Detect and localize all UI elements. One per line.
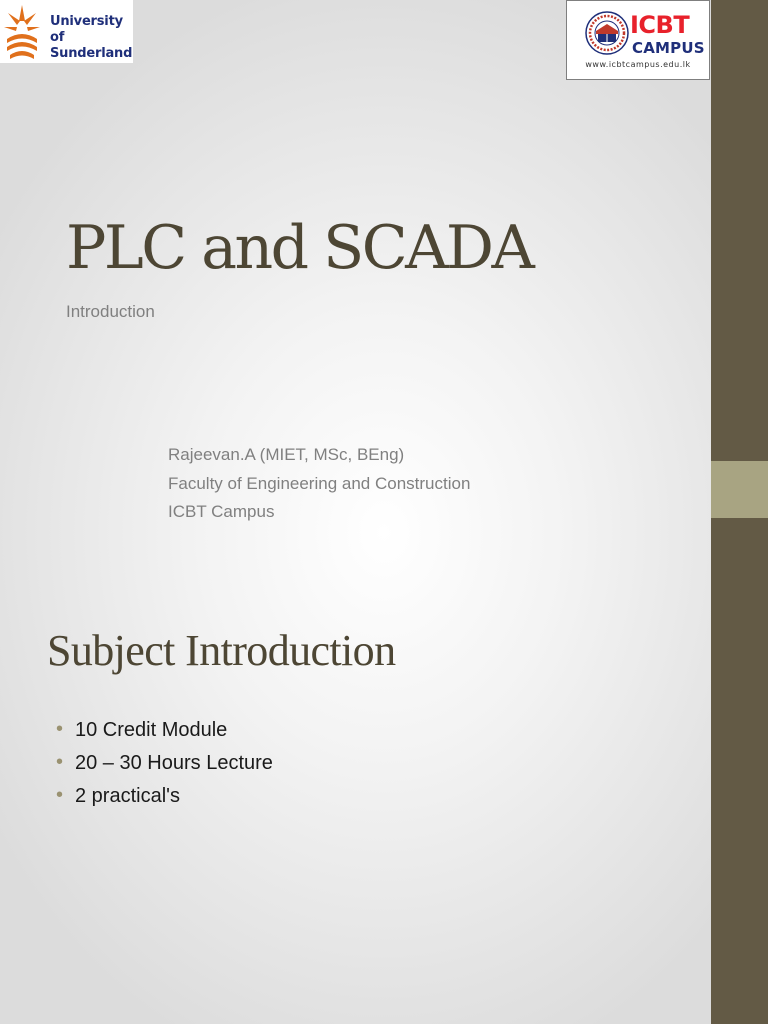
bullet-marker-icon: • [56,718,64,740]
university-logo-line2: Sunderland [50,46,133,61]
author-block [168,441,470,527]
sidebar-accent-block [711,461,768,518]
list-item [56,747,273,780]
bullet-marker-icon: • [56,784,64,806]
list-item [56,714,273,747]
bullet-text: 20 – 30 Hours Lecture [75,752,273,774]
university-logo-text [50,14,133,62]
section-title: Subject Introduction [47,626,396,675]
author-name: Rajeevan.A (MIET, MSc, BEng) [168,445,405,464]
icbt-logo-url: www.icbtcampus.edu.lk [585,60,691,69]
bullet-text: 2 practical's [75,785,180,807]
bullet-text: 10 Credit Module [75,719,228,741]
icbt-campus-logo [566,0,710,80]
slide-title: PLC and SCADA [66,213,533,283]
list-item [56,780,273,813]
author-faculty: Faculty of Engineering and Construction [168,473,471,493]
bullet-list [56,714,273,813]
sunburst-icon [3,3,41,61]
author-institution: ICBT Campus [168,502,275,521]
icbt-logo-subtitle: CAMPUS [632,39,705,57]
slide-subtitle: Introduction [66,302,155,321]
icbt-seal-icon [585,11,629,55]
university-of-sunderland-logo [0,0,133,63]
university-logo-line1: University of [50,14,123,45]
bullet-marker-icon: • [56,751,64,773]
icbt-logo-title: ICBT [630,11,690,39]
